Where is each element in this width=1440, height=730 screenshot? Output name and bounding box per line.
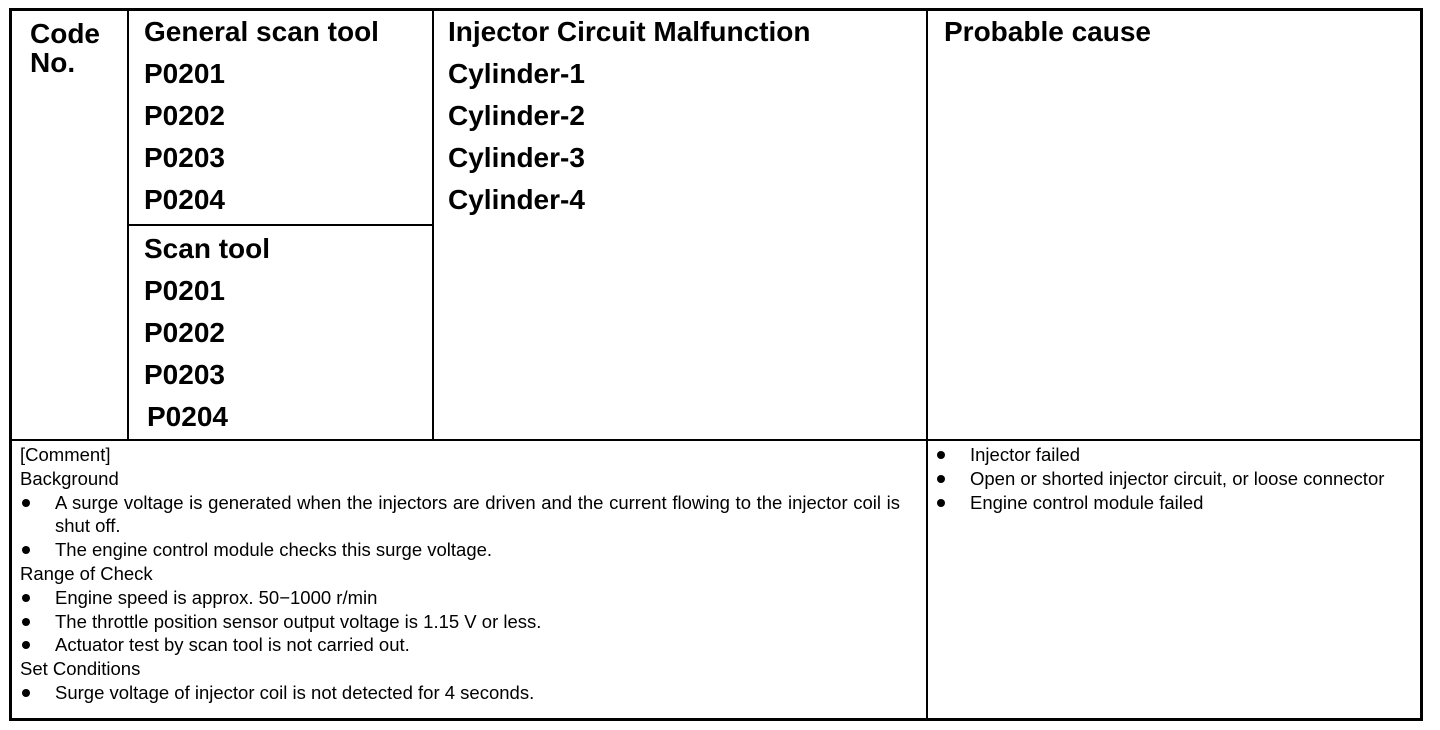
divider-cause-col (926, 11, 928, 721)
cylinder-label: Cylinder-4 (448, 184, 585, 215)
cylinder-label: Cylinder-3 (448, 142, 585, 173)
general-code-list (144, 53, 225, 221)
scan-tool-heading: Scan tool (144, 233, 271, 264)
set-condition-item: Surge voltage of injector coil is not detected for 4 seconds. (20, 681, 900, 705)
set-conditions-label: Set Conditions (20, 658, 141, 680)
general-code: P0204 (144, 184, 225, 215)
malfunction-heading: Injector Circuit Malfunction (448, 16, 811, 47)
scan-code-list (144, 270, 228, 438)
general-code: P0201 (144, 58, 225, 89)
code-heading-line2: No. (30, 47, 76, 78)
range-item: Engine speed is approx. 50−1000 r/min (20, 586, 900, 610)
probable-cause-list (935, 443, 1395, 514)
divider-scan-tool-row (127, 224, 434, 226)
code-no-heading (30, 19, 100, 77)
range-label: Range of Check (20, 562, 153, 584)
divider-header-comment (12, 439, 1420, 441)
background-item: The engine control module checks this surge voltage. (20, 538, 900, 562)
cylinder-label: Cylinder-2 (448, 100, 585, 131)
probable-cause-heading: Probable cause (944, 16, 1151, 47)
scan-code: P0204 (147, 401, 228, 432)
cause-item: Open or shorted injector circuit, or loose connector (935, 467, 1395, 491)
scan-code: P0203 (144, 359, 225, 390)
background-label: Background (20, 467, 119, 489)
cylinder-label: Cylinder-1 (448, 58, 585, 89)
background-item: A surge voltage is generated when the injectors are driven and the current flowing to the injector coil is shut off. (20, 491, 900, 539)
cylinder-list (448, 53, 585, 221)
comment-title: [Comment] (20, 444, 111, 465)
general-code: P0203 (144, 142, 225, 173)
cause-item: Engine control module failed (935, 491, 1395, 515)
general-scan-tool-heading: General scan tool (144, 16, 379, 47)
cause-item: Injector failed (935, 443, 1395, 467)
scan-code: P0202 (144, 317, 225, 348)
range-item: The throttle position sensor output voltage is 1.15 V or less. (20, 610, 900, 634)
code-heading-line1: Code (30, 18, 100, 49)
scan-code: P0201 (144, 275, 225, 306)
comment-section (20, 443, 900, 705)
general-code: P0202 (144, 100, 225, 131)
range-item: Actuator test by scan tool is not carried out. (20, 633, 900, 657)
